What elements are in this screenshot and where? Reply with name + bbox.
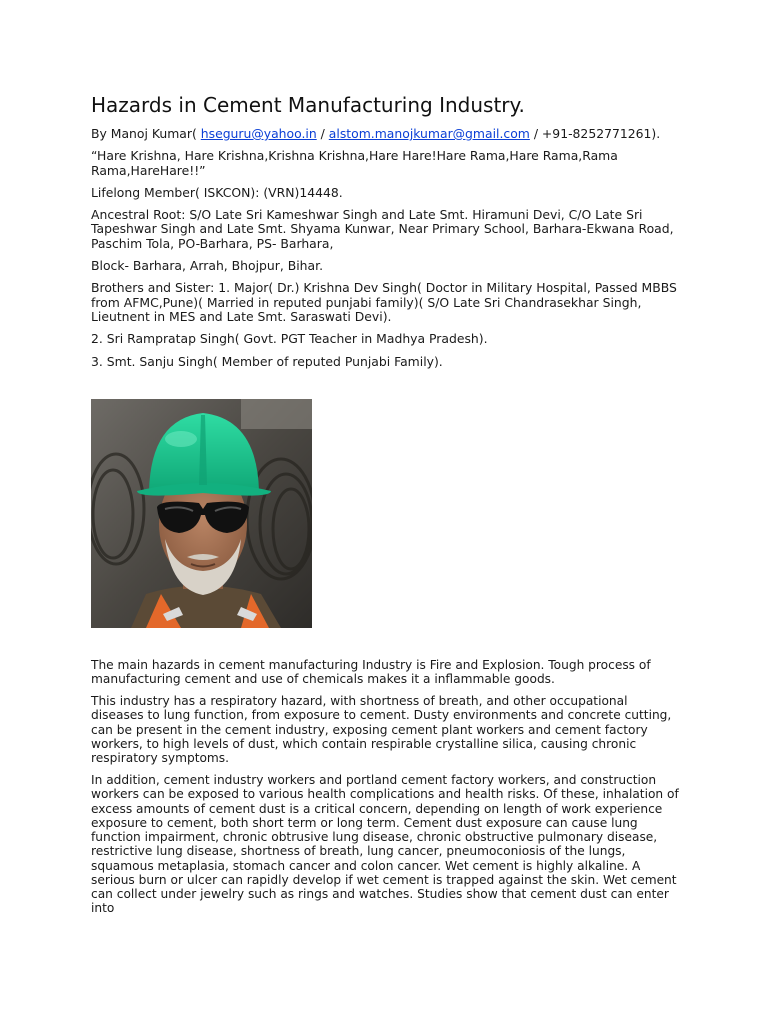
body-paragraph-2: This industry has a respiratory hazard, with shortness of breath, and other occupational diseases to lung function, from exposure to cement. Dusty environments and concrete cutting, can be present in the cement industry, exposing cement plant workers and cement factory workers, to high levels of dust, which contain respirable crystalline silica, causing chronic respiratory symptoms. <box>91 694 672 766</box>
document-page <box>91 92 683 923</box>
byline-separator: / <box>316 126 329 141</box>
author-photo <box>91 399 312 628</box>
block-paragraph: Block- Barhara, Arrah, Bhojpur, Bihar. <box>91 258 324 274</box>
siblings-paragraph-1: Brothers and Sister: 1. Major( Dr.) Krishna Dev Singh( Doctor in Military Hospital, Passed MBBS from AFMC,Pune)( Married in reputed punjabi family)( S/O Late Sri Chandrasekhar Singh, Lieutnent in MES and Late Smt. Saraswati Devi). <box>91 280 677 324</box>
email-link-gmail[interactable]: alstom.manojkumar@gmail.com <box>328 126 530 141</box>
body-paragraph-1: The main hazards in cement manufacturing Industry is Fire and Explosion. Tough process of manufacturing cement and use of chemicals makes it a inflammable goods. <box>91 657 651 687</box>
ancestral-paragraph: Ancestral Root: S/O Late Sri Kameshwar Singh and Late Smt. Hiramuni Devi, C/O Late Sri Tapeshwar Singh and Late Smt. Shyama Kunwar, Near Primary School, Barhara-Ekwana Road, Paschim Tola, PO-Barhara, PS- Barhara, <box>91 207 674 251</box>
body-paragraph-3: In addition, cement industry workers and portland cement factory workers, and construction workers can be exposed to various health complications and health risks. Of these, inhalation of excess amounts of cement dust is a critical concern, depending on length of work experience exposure to cement, both short term or long term. Cement dust exposure can cause lung function impairment, chronic obtrusive lung disease, chronic obstructive pulmonary disease, restrictive lung disease, shortness of breath, lung cancer, pneumoconiosis of the lungs, squamous metaplasia, stomach cancer and colon cancer. Wet cement is highly alkaline. A serious burn or ulcer can rapidly develop if wet cement is trapped against the skin. Wet cement can collect under jewelry such as rings and watches. Studies show that cement dust can enter into <box>91 773 679 916</box>
email-link-yahoo[interactable]: hseguru@yahoo.in <box>200 126 317 141</box>
siblings-paragraph-3: 3. Smt. Sanju Singh( Member of reputed Punjabi Family). <box>91 353 443 369</box>
byline-prefix: By Manoj Kumar( <box>91 126 201 141</box>
chant-paragraph: “Hare Krishna, Hare Krishna,Krishna Krishna,Hare Hare!Hare Rama,Hare Rama,Rama Rama,HareHare!!” <box>91 148 618 178</box>
byline-suffix: / +91-8252771261). <box>529 126 661 141</box>
siblings-paragraph-2: 2. Sri Rampratap Singh( Govt. PGT Teacher in Madhya Pradesh). <box>91 331 488 347</box>
membership-paragraph: Lifelong Member( ISKCON): (VRN)14448. <box>91 184 343 200</box>
byline <box>91 127 683 141</box>
document-title: Hazards in Cement Manufacturing Industry. <box>91 93 525 117</box>
